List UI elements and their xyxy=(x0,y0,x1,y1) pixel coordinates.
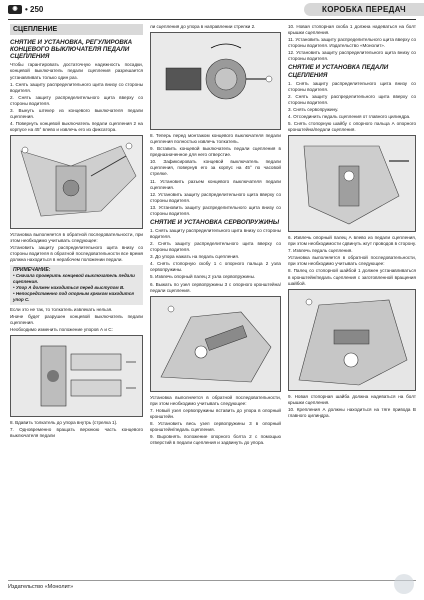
step: 1. Снять защиту распределительного щита внизу со стороны водителя. xyxy=(150,228,281,240)
step: 10. Зафиксировать концевой выключатель педали сцепления, повернув его за корпус на 45° по часовой стрелке. xyxy=(150,159,281,177)
watermark-logo xyxy=(394,574,414,594)
figure-plunger xyxy=(10,335,143,417)
note-box xyxy=(10,265,143,304)
step: 3. Вынуть штекер из концевого выключателя педали сцепления. xyxy=(10,107,143,119)
step: 8. Палец со стопорной шайбой 1 должен устанавливаться в кронштейн/педаль сцепления с заготовленной вращения шайбой. xyxy=(288,268,416,286)
step: 1. Снять защиту распределительного щита внизу со стороны водителя. xyxy=(288,80,416,92)
step: 7. Извлечь педаль сцепления. xyxy=(288,248,353,254)
step: 13. Установить защиту распределительного щита внизу со стороны водителя. xyxy=(150,204,281,216)
column-3 xyxy=(288,24,416,420)
column-2 xyxy=(150,24,281,447)
step: 4. Повернуть концевой выключатель педали сцепления 2 на корпусе на 45° влево и извлечь его из фиксатора. xyxy=(10,120,143,132)
step: 6. Извлечь опорный палец А влево из педали сцепления, при этом необходимости сдвинуть жгут проводов в сторону. xyxy=(288,235,416,247)
step: 8. Вдавить толкатель до упора внутрь (стрелка 1). xyxy=(10,419,118,425)
figure-switch xyxy=(10,135,143,229)
column-1 xyxy=(10,24,143,440)
note-line: • Сначала проверить концевой выключатель педали сцепления. xyxy=(13,273,135,285)
paragraph: Если это не так, то толкатель извлекать нельзя. xyxy=(10,306,113,312)
step: 3. Снять сервопружину. xyxy=(288,106,339,112)
step: 10. Крепления А должны находиться на тяге привода В главного цилиндра. xyxy=(288,406,416,418)
page-number: ◉ • 250 xyxy=(8,5,43,14)
step: 7. Новый узел сервопружины вставить до упора в опорный кронштейн. xyxy=(150,407,281,419)
step: 2. Снять защиту распределительного щита вверху со стороны водителя. xyxy=(10,94,143,106)
paragraph: Чтобы гарантировать достаточную надежность посадки, концевой выключатель педали сцепления разрешается устанавливать только один раз. xyxy=(10,62,143,80)
step: 3. До упора нажать на педаль сцепления. xyxy=(150,254,240,260)
step: 12. Установить защиту распределительного щита внизу со стороны водителя. xyxy=(288,50,416,62)
step: 9. Новая стопорная шайба должна надеваться на болт крышки сцепления. xyxy=(288,393,416,405)
step: 1. Снять защиту распределительного щита внизу со стороны водителя. xyxy=(10,81,143,93)
step: 5. Извлечь опорный палец 2 узла сервопружины. xyxy=(150,274,256,280)
paragraph: Необходимо изменить положение упоров А и С: xyxy=(10,326,113,332)
paragraph: Иначе будет разрушен концевой выключатель педали сцепления. xyxy=(10,313,143,325)
step: 11. Установить разъем концевого выключателя педали сцепления. xyxy=(150,178,281,190)
heading-switch: СНЯТИЕ И УСТАНОВКА, РЕГУЛИРОВКА КОНЦЕВОГО ВЫКЛЮЧАТЕЛЯ ПЕДАЛИ СЦЕПЛЕНИЯ xyxy=(10,39,133,61)
note-line: • Непосредственно под опорным крюком находится упор С. xyxy=(13,290,134,302)
figure-pedal-bolt xyxy=(288,289,416,391)
step: 8. Теперь перед монтажом концевого выключателя педали сцепления полностью извлечь толкатель. xyxy=(150,133,281,145)
paragraph: Установить защиту распределительного щита внизу со стороны водителя в обратной последовательности все время должна находиться в нерабочем положении педали. xyxy=(10,245,143,263)
step: 4. Снять стопорную скобу 1 с опорного пальца 2 узла сервопружины. xyxy=(150,261,281,273)
camera-icon: ◉ xyxy=(8,5,22,14)
step: 7. Одновременно вращать верхнюю часть концевого выключателя педали xyxy=(10,426,143,438)
paragraph: Установка выполняется в обратной последовательности, при этом необходимо учитывать следующее: xyxy=(288,255,416,267)
step: 4. Отсоединить педаль сцепления от главного цилиндра. xyxy=(288,113,411,119)
step: 2. Снять защиту распределительного щита вверху со стороны водителя. xyxy=(288,93,416,105)
step: 10. Новая стопорная скоба 1 должна надеваться на болт крышки сцепления. xyxy=(288,24,416,36)
step: 12. Установить защиту распределительного щита вверху со стороны водителя. xyxy=(150,191,281,203)
paragraph: Установка выполняется в обратной последовательности, при этом необходимо учитывать следующее: xyxy=(10,232,143,244)
heading-pedal: СНЯТИЕ И УСТАНОВКА ПЕДАЛИ СЦЕПЛЕНИЯ xyxy=(288,64,389,79)
figure-servo xyxy=(150,296,281,392)
step: 9. Выровнять положение опорного болта 2 с помощью отверстий в педали сцепления и задвинуть до упора. xyxy=(150,434,281,446)
step: 2. Снять защиту распределительного щита вверху со стороны водителя. xyxy=(150,241,281,253)
step: 5. Снять стопорную шайбу с опорного пальца А опорного кронштейна/педали сцепления. xyxy=(288,121,416,133)
footer-rule xyxy=(8,580,416,581)
step: 8. Установить весь узел сервопружины 3 в опорный кронштейн/педаль сцепления. xyxy=(150,420,281,432)
step: 9. Вставить концевой выключатель педали сцепления в предназначенное для него отверстие. xyxy=(150,146,281,158)
step: 11. Установить защиту распределительного щита вверху со стороны водителя. Издательство «Монолит». xyxy=(288,37,416,49)
footer-publisher: Издательство «Монолит» xyxy=(8,584,74,590)
figure-switch-rotate xyxy=(150,32,281,130)
heading-servo: СНЯТИЕ И УСТАНОВКА СЕРВОПРУЖИНЫ xyxy=(150,218,280,226)
chapter-title: КОРОБКА ПЕРЕДАЧ xyxy=(304,3,424,16)
paragraph: Установка выполняется в обратной последовательности, при этом необходимо учитывать следующее: xyxy=(150,394,281,406)
section-title: СЦЕПЛЕНИЕ xyxy=(10,24,143,35)
header-rule xyxy=(8,19,416,20)
paragraph: ли сцепления до упора в направлении стрелки 2. xyxy=(150,24,256,29)
step: 6. Выжать по узел сервопружины 3 с опорного кронштейна/педали сцепления. xyxy=(150,281,281,293)
note-title: ПРИМЕЧАНИЕ: xyxy=(13,267,51,274)
figure-pedal xyxy=(288,135,416,232)
note-line: • Упор А должен находиться перед выступом В. xyxy=(13,285,125,291)
page-header xyxy=(0,0,424,20)
